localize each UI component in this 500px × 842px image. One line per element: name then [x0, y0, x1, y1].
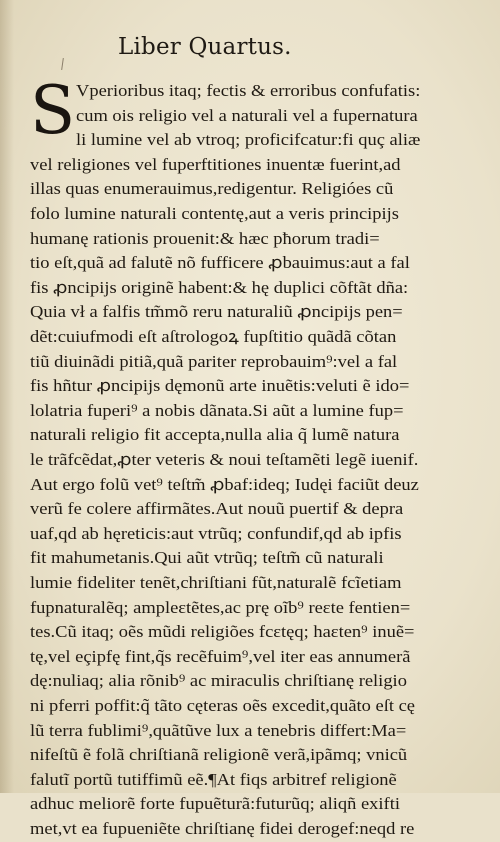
- text-line: le trãfcẽdat,ꝓter veteris & noui teſtamẽti legẽ iuenif.: [30, 450, 419, 469]
- text-line: folo lumine naturali contentę,aut a veris principijs: [30, 204, 399, 223]
- binding-shadow: [0, 0, 14, 793]
- text-line: fit mahumetanis.Qui aũt vtrũq; teſtm̃ cũ naturali: [30, 548, 384, 568]
- text-line: lumie fideliter tenẽt,chriſtiani fũt,naturalẽ fcĩetiam: [30, 573, 402, 592]
- text-line: dę:nuliaq; alia rõnib⁹ ac miraculis chriſtianę religio: [30, 671, 407, 691]
- text-line: illas quas enumerauimus,redigentur. Religióes cũ: [30, 179, 394, 199]
- text-line: adhuc meliorẽ forte fupuẽturã:futurũq; aliqñ exifti: [30, 794, 400, 814]
- text-line: cum ois religio vel a naturali vel a fupernatura: [76, 105, 418, 125]
- text-line: li lumine vel ab vtroq; proficifcatur:fi quç aliæ: [76, 130, 421, 150]
- text-line: dẽt:cuiufmodi eſt aſtrologoꝝ fupſtitio quãdã cõtan: [30, 327, 397, 346]
- text-line: fupnaturalẽq; ampleɛtẽtes,ac prę oĩb⁹ reɛte fentien=: [30, 597, 411, 617]
- drop-cap-initial: S: [30, 72, 76, 149]
- text-line: Quia vł a falfis tm̃mõ reru naturaliũ ꝓncipijs pen=: [30, 302, 403, 322]
- text-line: uaf,qd ab hęreticis:aut vtrũq; confundif,qd ab ipfis: [30, 523, 402, 543]
- text-line: met,vt ea fupueniẽte chriſtianę fidei derogef:neqd re: [30, 819, 415, 838]
- text-line: vel religiones vel fuperftitiones inuentæ fuerint,ad: [30, 154, 401, 174]
- text-line: nifeſtũ ẽ folã chriſtianã religionẽ verã,ipãmq; vnicũ: [30, 745, 408, 765]
- text-line: fis hñtur ꝓncipijs dęmonũ arte inuẽtis:veluti ẽ ido=: [30, 376, 410, 396]
- text-line: humanę rationis prouenit:& hæc pħorum tradi=: [30, 228, 380, 248]
- text-line: Aut ergo folũ vet⁹ teſtm̃ ꝓbaf:ideq; Iudęi faciũt deuz: [30, 474, 419, 494]
- text-line: naturali religio fit accepta,nulla alia q̃ lumẽ natura: [30, 425, 400, 445]
- text-line: tę,vel eçipfę fint,q̃s recẽfuim⁹,vel iter eas annumerã: [30, 646, 411, 666]
- running-heading: Liber Quartus.: [118, 34, 292, 60]
- text-line: ni pferri poffit:q̃ tãto cęteras oẽs excedit,quãto eſt cę: [30, 696, 416, 715]
- text-line: lũ terra fublimi⁹,quãtũve lux a tenebris differt:Ma=: [30, 720, 407, 740]
- text-line: falutĩ portũ tutiffimũ eẽ.¶At fiqs arbitref religionẽ: [30, 769, 397, 789]
- text-line: lolatria fuperi⁹ a nobis dãnata.Si aũt a lumine fup=: [30, 400, 404, 420]
- text-line: verũ fe colere affirmãtes.Aut nouũ puertif & depra: [30, 499, 404, 519]
- text-line: fis ꝓncipijs originẽ habent:& hę duplici cõftãt dña:: [30, 277, 409, 297]
- text-line: tio eſt,quã ad falutẽ nõ fufficere ꝓbauimus:aut a fal: [30, 253, 410, 273]
- margin-mark: [61, 58, 64, 70]
- text-line: tes.Cũ itaq; oẽs mũdi religiões fcɛtęq; haɛten⁹ inuẽ=: [30, 622, 415, 642]
- text-line: tiũ diuinãdi pitiã,quã pariter reprobauim⁹:vel a fal: [30, 351, 398, 371]
- text-line: Vperioribus itaq; fectis & erroribus confufatis:: [76, 81, 421, 100]
